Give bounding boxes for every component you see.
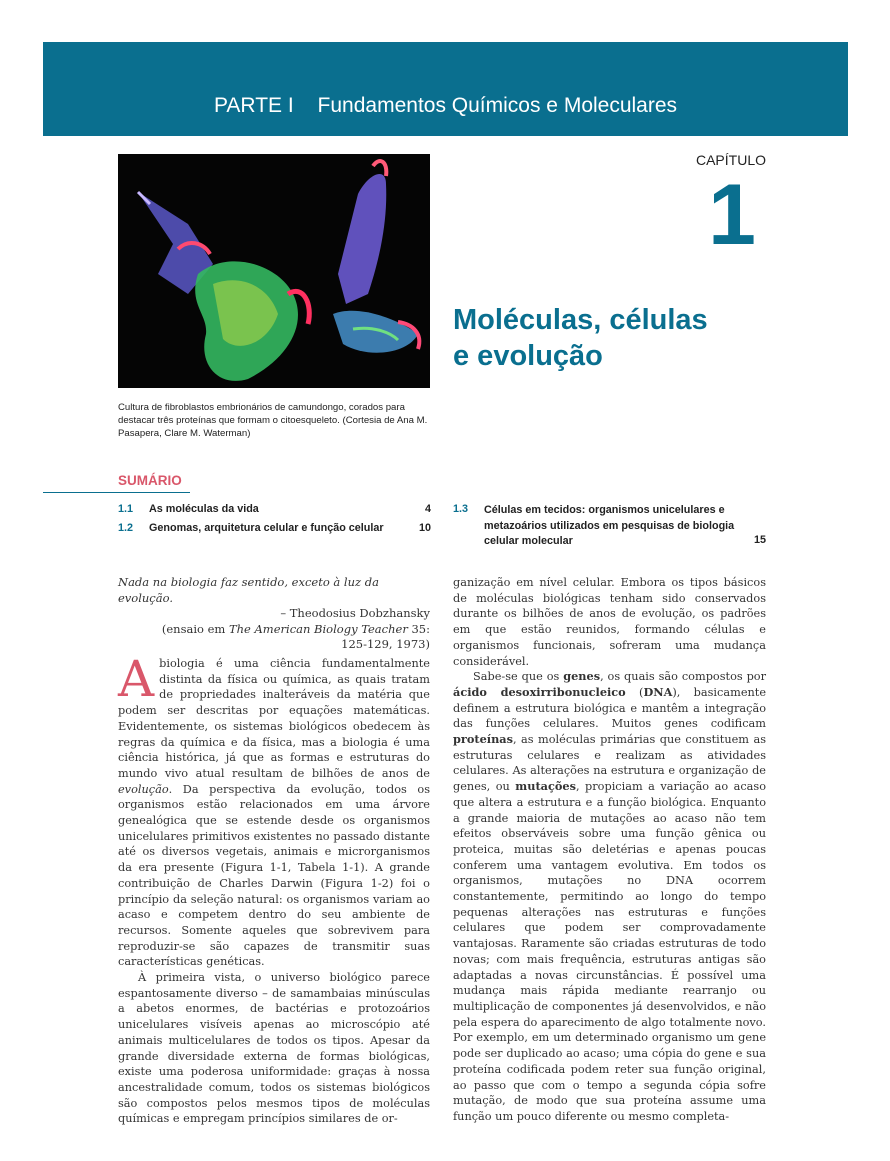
body-emphasis: evolução <box>118 782 169 796</box>
part-label: PARTE I <box>213 94 294 117</box>
toc-entry-title: Células em tecidos: organismos unicelulares e metazoários utilizados em pesquisas de biologia celular molecular <box>484 504 735 547</box>
epigraph-source-prefix: (ensaio em <box>161 621 229 636</box>
body-text: , propiciam a variação ao acaso que altera a estrutura e a função biológica. Enquanto a grande maioria de mutações ao acaso não tem efeitos observáveis sobre uma função gênica ou proteica, muitas são deletérias e apenas poucas conferem uma vantagem evolutiva. Em todos os organismos, mutações no DNA ocorrem constantemente, permitindo ao longo do tempo pequenas alterações nas estruturas e funções celulares que podem ser comprovadamente vantajosas. Raramente são criadas estruturas de todo novas; com mais frequência, estruturas antigas são adaptadas a novas circunstâncias. É possível uma mudança mais rápida mediante rearranjo ou multiplicação de componentes já desenvolvidos, e não pela espera do aparecimento de algo totalmente novo. Por exemplo, em um determinado organismo um gene pode ser duplicado ao acaso; uma cópia do gene e sua proteína codificada podem reter sua função original, ao passo que com o tempo a segunda cópia sofre mutação, de modo que sua proteína assume uma função um pouco diferente ou mesmo completa- <box>453 780 766 1123</box>
toc-entry-number: 1.3 <box>453 503 469 515</box>
key-term: DNA <box>643 684 673 699</box>
toc-entry-title: As moléculas da vida <box>149 503 259 515</box>
key-term: proteínas <box>453 732 513 747</box>
body-text: ), basicamente definem a estrutura biológica e mantêm a integração das funções celulares. Muitos genes codificam <box>453 685 766 731</box>
body-text: Sabe-se que os <box>473 670 564 684</box>
epigraph-journal: The American Biology Teacher <box>228 621 408 636</box>
body-paragraph <box>118 650 430 970</box>
epigraph-source <box>118 622 430 638</box>
epigraph-quote: Nada na biologia faz sentido, exceto à luz da evolução. <box>118 575 379 605</box>
toc-entry-title: Genomas, arquitetura celular e função celular <box>149 522 384 534</box>
key-term: genes <box>563 669 601 684</box>
body-text: ( <box>625 685 644 699</box>
toc-entry[interactable] <box>118 503 431 518</box>
body-text: . Da perspectiva da evolução, todos os organismos estão relacionados em uma árvore genealógica que se estende desde os organismos unicelulares primitivos existentes no passado distante até os diversos vegetais, animais e microrganismos da era presente (Figura 1-1, Tabela 1-1). A grande contribuição de Charles Darwin (Figura 1-2) foi o princípio da seleção natural: os organismos variam ao acaso e competem dentro do seu ambiente de recursos. Somente aqueles que sobrevivem para reproduzir-se são capazes de transmitir suas características genéticas. <box>118 782 430 969</box>
toc-entry-number: 1.2 <box>118 522 134 534</box>
epigraph-pages: 125-129, 1973) <box>341 637 430 651</box>
key-term: mutações <box>515 779 576 794</box>
body-text: , os quais são compostos por <box>600 670 766 684</box>
body-text: , as moléculas primárias que constituem as estruturas celulares e realizam as atividades celulares. As alterações na estrutura e organização de genes, ou <box>453 733 766 794</box>
body-paragraph <box>453 669 766 1124</box>
part-banner <box>43 42 848 136</box>
epigraph-volume: 35: <box>407 621 430 636</box>
toc-heading-rule <box>43 492 190 493</box>
body-column-right <box>453 575 766 1125</box>
toc-heading: SUMÁRIO <box>118 473 182 488</box>
chapter-number: 1 <box>708 167 756 263</box>
key-term: ácido desoxirribonucleico <box>453 684 626 699</box>
toc-entry[interactable] <box>118 522 431 537</box>
fibroblast-micrograph <box>118 154 430 388</box>
chapter-title <box>453 302 783 374</box>
chapter-title-line1: Moléculas, células <box>453 304 708 336</box>
body-paragraph: ganização em nível celular. Embora os tipos básicos de moléculas biológicas tenham sido conservados durante os bilhões de anos de evolução, os padrões em que estão reunidos, formando células e organismos funcionais, sofreram uma mudança considerável. <box>453 576 766 668</box>
toc-entry-page: 15 <box>753 534 766 546</box>
chapter-title-line2: e evolução <box>453 340 603 372</box>
chapter-label: CAPÍTULO <box>695 152 766 168</box>
banner-text <box>43 94 848 118</box>
toc-entry[interactable] <box>453 503 766 551</box>
drop-cap: A <box>118 650 155 708</box>
toc-entry-number: 1.1 <box>118 503 134 515</box>
epigraph-author: – Theodosius Dobzhansky <box>280 606 430 620</box>
body-paragraph: À primeira vista, o universo biológico parece espantosamente diverso – de samambaias minúsculas a abetos enormes, de bactérias e protozoários unicelulares visíveis apenas ao microscópio até animais multicelulares de todos os tipos. Apesar da grande diversidade externa de formas biológicas, existe uma poderosa uniformidade: graças à nossa ancestralidade comum, todos os sistemas biológicos são compostos pelos mesmos tipos de moléculas químicas e empregam princípios similares de or- <box>118 971 430 1126</box>
body-column-left <box>118 650 430 1127</box>
epigraph <box>118 575 430 653</box>
body-text: biologia é uma ciência fundamentalmente distinta da física ou química, as quais tratam de propriedades inalteráveis da matéria que podem ser descritas por equações matemáticas. Evidentemente, os sistemas biológicos obedecem às regras da química e da física, mas a biologia é uma ciência histórica, já que as formas e estruturas do mundo vivo atual resultam de bilhões de anos de <box>118 657 430 780</box>
part-title: Fundamentos Químicos e Moleculares <box>317 94 678 117</box>
toc-entry-page: 10 <box>418 522 431 534</box>
figure-caption: Cultura de fibroblastos embrionários de camundongo, corados para destacar três proteínas que formam o citoesqueleto. (Cortesia de Ana M. Pasapera, Clare M. Waterman) <box>118 402 428 439</box>
toc-entry-page: 4 <box>424 503 431 515</box>
